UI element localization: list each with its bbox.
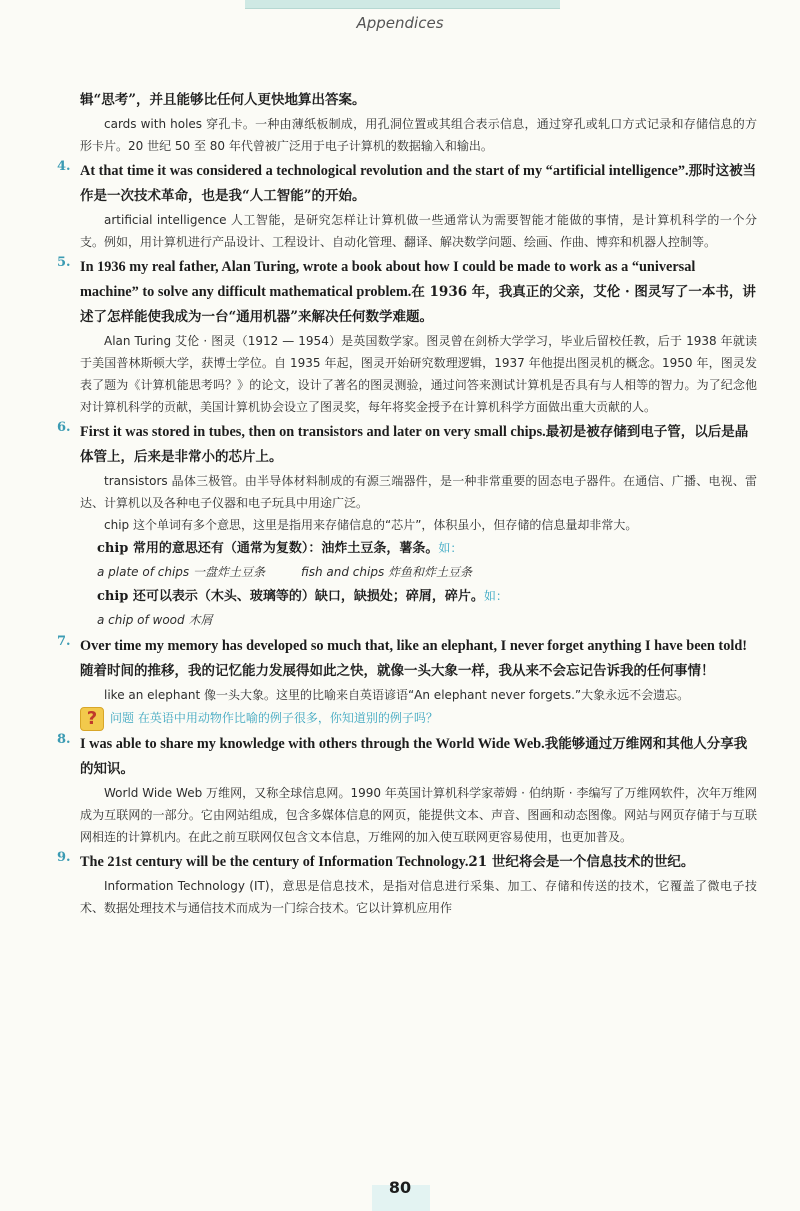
note-like-an-elephant: like an elephant 像一头大象。这里的比喻来自英语谚语“An elephant never forgets.”大象永远不会遗忘。 [104,688,690,702]
running-header: Appendices [356,14,444,32]
page-number: 80 [388,1178,412,1197]
item-7 [57,634,757,730]
chip-example-2: a chip of wood 木屑 [97,613,213,627]
chip-meaning-1: chip 常用的意思还有（通常为复数）：油炸土豆条，薯条。如： [97,541,463,556]
note-information-technology: Information Technology (IT)，意思是信息技术，是指对信息进行采集、加工、存储和传送的技术，它覆盖了微电子技术、数据处理技术与通信技术而成为一门综合技术。它以计算机应用作 [80,879,757,915]
item-number: 4. [57,159,71,174]
question-mark-icon: ? [80,707,104,731]
note-cards-with-holes: cards with holes 穿孔卡。一种由薄纸板制成，用孔洞位置或其组合表示信息，通过穿孔或轧口方式记录和存储信息的方形卡片。20 世纪 50 至 80 年代曾被广泛用于电子计算机的数据输入和输出。 [80,117,757,153]
item-number: 6. [57,420,71,435]
item-sentence: First it was stored in tubes, then on transistors and later on very small chips.最初是被存储到电子管，以后是晶体管上，后来是非常小的芯片上。 [80,424,749,465]
intro-continuation [57,88,757,157]
item-sentence: In 1936 my real father, Alan Turing, wrote a book about how I could be made to work as a “universal machine” to solve any difficult mathematical problem.在 1936 年，我真正的父亲，艾伦 · 图灵写了一本书，讲述了怎样能使我成为一台“通用机器”来解决任何数学难题。 [80,259,756,325]
item-4 [57,159,757,253]
question-text: 问题 在英语中用动物作比喻的例子很多，你知道别的例子吗？ [110,711,438,725]
page-content [57,88,757,921]
item-number: 9. [57,850,71,865]
item-sentence: At that time it was considered a technological revolution and the start of my “artificial intelligence”.那时这被当作是一次技术革命，也是我“人工智能”的开始。 [80,163,757,204]
intro-line: 辑“思考”，并且能够比任何人更快地算出答案。 [80,92,366,108]
item-sentence: I was able to share my knowledge with others through the World Wide Web.我能够通过万维网和其他人分享我的知识。 [80,736,748,777]
item-6 [57,420,757,632]
note-chip: chip 这个单词有多个意思，这里是指用来存储信息的“芯片”，体积虽小，但存储的信息量却非常大。 [104,518,638,532]
note-alan-turing: Alan Turing 艾伦 · 图灵（1912 — 1954）是英国数学家。图灵曾在剑桥大学学习，毕业后留校任教，后于 1938 年就读于美国普林斯顿大学，获博士学位。自 1935 年起，图灵开始研究数理逻辑，1937 年他提出图灵机的概念。1950 年，图灵发表了题为《计算机能思考吗？》的论文，设计了著名的图灵测验，通过问答来测试计算机是否具有与人相等的智力。为了纪念他对计算机科学的贡献，美国计算机协会设立了图灵奖，每年将奖金授予在计算机科学方面做出重大贡献的人。 [80,334,757,414]
chip-examples-1: a plate of chips 一盘炸土豆条 fish and chips 炸鱼和炸土豆条 [97,565,473,579]
item-number: 5. [57,255,71,270]
question-box [80,706,757,730]
item-5 [57,255,757,418]
header-band [245,0,560,9]
chip-meaning-2: chip 还可以表示（木头、玻璃等的）缺口，缺损处；碎屑，碎片。如： [97,589,508,604]
item-8 [57,732,757,848]
item-sentence: The 21st century will be the century of Information Technology.21 世纪将会是一个信息技术的世纪。 [80,854,695,870]
item-number: 8. [57,732,71,747]
page-footer [0,1171,800,1211]
note-world-wide-web: World Wide Web 万维网，又称全球信息网。1990 年英国计算机科学家蒂姆 · 伯纳斯 · 李编写了万维网软件，次年万维网成为互联网的一部分。它由网站组成，包含多媒体信息的网页，能提供文本、声音、图画和动态图像。网站与网页存储于与互联网相连的计算机内。在此之前互联网仅包含文本信息，万维网的加入使互联网更容易使用，也更加普及。 [80,786,757,844]
item-sentence: Over time my memory has developed so much that, like an elephant, I never forget anything I have been told!随着时间的推移，我的记忆能力发展得如此之快，就像一头大象一样，我从来不会忘记告诉我的任何事情！ [80,638,748,679]
note-artificial-intelligence: artificial intelligence 人工智能，是研究怎样让计算机做一些通常认为需要智能才能做的事情，是计算机科学的一个分支。例如，用计算机进行产品设计、工程设计、自动化管理、翻译、解决数学问题、绘画、作曲、博弈和机器人控制等。 [80,213,757,249]
item-9 [57,850,757,919]
item-number: 7. [57,634,71,649]
note-transistors: transistors 晶体三极管。由半导体材料制成的有源三端器件，是一种非常重要的固态电子器件。在通信、广播、电视、雷达、计算机以及各种电子仪器和电子玩具中用途广泛。 [80,474,757,510]
